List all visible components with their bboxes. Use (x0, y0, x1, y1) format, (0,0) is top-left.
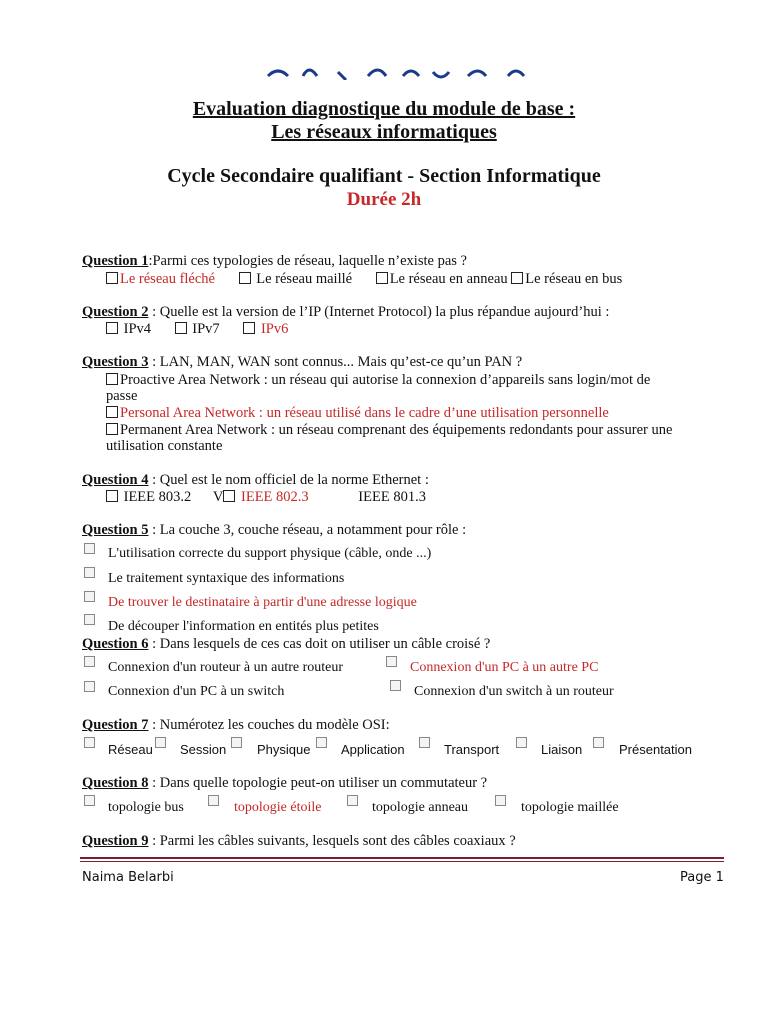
question-label: Question 8 (82, 775, 149, 791)
option-text: Permanent Area Network : un réseau comprenant des équipements redondants pour assurer une (120, 422, 673, 438)
q1-option: Le réseau maillé (256, 271, 353, 287)
footer-rule (80, 857, 724, 859)
checkbox[interactable] (84, 591, 95, 602)
checkbox[interactable] (84, 737, 95, 748)
header-logo-strip (228, 60, 548, 80)
checkbox[interactable] (347, 795, 358, 806)
checkbox[interactable] (84, 543, 95, 554)
checkbox[interactable] (106, 490, 118, 502)
q2-options (106, 321, 288, 338)
q4-mark: V (212, 489, 224, 505)
q8-option: topologie étoile (234, 800, 322, 815)
checkbox[interactable] (386, 656, 397, 667)
q1-options (106, 271, 622, 288)
q5-option: L'utilisation correcte du support physique (câble, onde ...) (108, 546, 432, 561)
question-8 (82, 775, 487, 792)
question-text: : LAN, MAN, WAN sont connus... Mais qu’est-ce qu’un PAN ? (148, 354, 523, 370)
question-text: : Dans quelle topologie peut-on utiliser un commutateur ? (148, 775, 488, 791)
cycle-title: Cycle Secondaire qualifiant - Section Informatique (167, 165, 601, 187)
footer-author: Naima Belarbi (82, 870, 174, 885)
q2-option: IPv4 (123, 321, 152, 337)
question-text: :Parmi ces typologies de réseau, laquelle n’existe pas ? (148, 253, 467, 269)
checkbox[interactable] (106, 322, 118, 334)
checkbox[interactable] (495, 795, 506, 806)
checkbox[interactable] (84, 656, 95, 667)
question-text: : Dans lesquels de ces cas doit on utiliser un câble croisé ? (148, 636, 491, 652)
q3-option-proactive (106, 372, 650, 389)
question-label: Question 9 (82, 833, 149, 849)
footer-page-number: Page 1 (680, 870, 724, 885)
checkbox[interactable] (84, 795, 95, 806)
option-text: Proactive Area Network : un réseau qui autorise la connexion d’appareils sans login/mot de (120, 372, 651, 388)
q2-option: IPv6 (260, 321, 289, 337)
checkbox[interactable] (84, 567, 95, 578)
q7-option: Réseau (108, 742, 153, 757)
q5-option: Le traitement syntaxique des informations (108, 571, 345, 586)
question-text: : Quel est le nom officiel de la norme Ethernet : (148, 472, 429, 488)
q1-option: Le réseau en bus (525, 271, 623, 287)
title-line2: Les réseaux informatiques (271, 121, 497, 143)
q7-option: Session (180, 742, 227, 757)
checkbox[interactable] (106, 272, 118, 284)
q6-option: Connexion d'un routeur à un autre routeur (108, 660, 344, 675)
q7-option: Application (341, 742, 405, 757)
checkbox[interactable] (593, 737, 604, 748)
q7-option: Physique (257, 742, 311, 757)
checkbox[interactable] (106, 406, 118, 418)
q8-option: topologie bus (108, 800, 184, 815)
q4-options (106, 489, 426, 506)
question-label: Question 2 (82, 304, 149, 320)
question-3 (82, 354, 522, 371)
question-7 (82, 717, 390, 734)
question-label: Question 7 (82, 717, 149, 733)
question-label: Question 6 (82, 636, 149, 652)
checkbox[interactable] (390, 680, 401, 691)
question-9 (82, 833, 516, 850)
q2-option: IPv7 (192, 321, 220, 337)
question-text: : Parmi les câbles suivants, lesquels sont des câbles coaxiaux ? (148, 833, 516, 849)
option-text: Personal Area Network : un réseau utilisé dans le cadre d’une utilisation personnelle (120, 405, 609, 421)
q1-option: Le réseau en anneau (389, 271, 508, 287)
q8-option: topologie anneau (372, 800, 469, 815)
question-5 (82, 522, 466, 539)
checkbox[interactable] (84, 614, 95, 625)
checkbox[interactable] (175, 322, 187, 334)
q4-option: IEEE 801.3 (358, 489, 426, 505)
checkbox[interactable] (419, 737, 430, 748)
checkbox[interactable] (208, 795, 219, 806)
duration: Durée 2h (346, 189, 422, 210)
q7-option: Liaison (541, 742, 583, 757)
q6-option: Connexion d'un PC à un switch (108, 684, 285, 699)
q4-option: IEEE 803.2 (123, 489, 192, 505)
question-label: Question 4 (82, 472, 149, 488)
checkbox[interactable] (516, 737, 527, 748)
checkbox[interactable] (511, 272, 523, 284)
question-4 (82, 472, 429, 489)
question-2 (82, 304, 609, 321)
q6-option: Connexion d'un PC à un autre PC (410, 660, 599, 675)
q3-option-permanent-cont: utilisation constante (106, 438, 223, 454)
q5-option: De trouver le destinataire à partir d'une adresse logique (108, 595, 417, 610)
checkbox[interactable] (106, 423, 118, 435)
q7-option: Transport (444, 742, 500, 757)
checkbox[interactable] (155, 737, 166, 748)
q3-option-proactive-cont: passe (106, 388, 138, 404)
question-label: Question 3 (82, 354, 149, 370)
q1-option: Le réseau fléché (120, 271, 215, 287)
q4-option: IEEE 802.3 (241, 489, 309, 505)
checkbox[interactable] (316, 737, 327, 748)
q3-option-personal (106, 405, 609, 422)
checkbox[interactable] (376, 272, 388, 284)
q3-option-permanent (106, 422, 672, 439)
checkbox[interactable] (223, 490, 235, 502)
title-line1: Evaluation diagnostique du module de base : (192, 98, 576, 120)
question-1 (82, 253, 467, 270)
checkbox[interactable] (106, 373, 118, 385)
checkbox[interactable] (243, 322, 255, 334)
question-label: Question 5 (82, 522, 149, 538)
checkbox[interactable] (239, 272, 251, 284)
question-6 (82, 636, 490, 653)
q6-option: Connexion d'un switch à un routeur (414, 684, 614, 699)
question-label: Question 1 (82, 253, 149, 269)
q7-option: Présentation (619, 742, 692, 757)
footer-rule-thin (80, 861, 724, 862)
question-text: : La couche 3, couche réseau, a notamment pour rôle : (148, 522, 467, 538)
question-text: : Numérotez les couches du modèle OSI: (148, 717, 390, 733)
checkbox[interactable] (84, 681, 95, 692)
q8-option: topologie maillée (521, 800, 619, 815)
checkbox[interactable] (231, 737, 242, 748)
question-text: : Quelle est la version de l’IP (Internet Protocol) la plus répandue aujourd’hui : (148, 304, 610, 320)
q5-option: De découper l'information en entités plus petites (108, 619, 379, 634)
